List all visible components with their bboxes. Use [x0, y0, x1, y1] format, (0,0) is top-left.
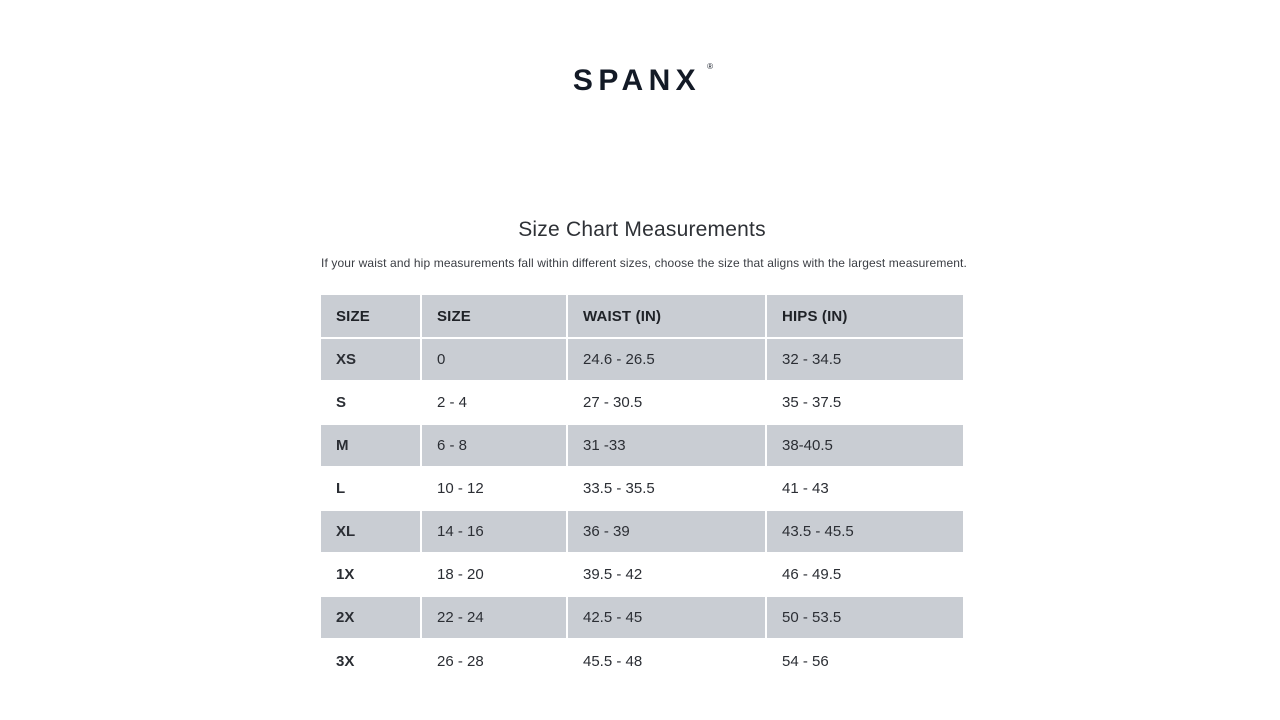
table-row [321, 639, 963, 682]
page-title: Size Chart Measurements [518, 218, 766, 241]
cell-size-label: 2X [321, 596, 421, 639]
column-header-size-range: SIZE [421, 295, 567, 338]
column-header-waist: WAIST (IN) [567, 295, 766, 338]
cell-hips: 46 - 49.5 [766, 553, 963, 596]
cell-hips: 38-40.5 [766, 424, 963, 467]
cell-hips: 35 - 37.5 [766, 381, 963, 424]
cell-waist: 36 - 39 [567, 510, 766, 553]
page-subtitle: If your waist and hip measurements fall within different sizes, choose the size that aligns with the largest measurement. [321, 256, 967, 270]
table-row [321, 553, 963, 596]
table-row [321, 424, 963, 467]
table-row [321, 510, 963, 553]
cell-size-range: 10 - 12 [421, 467, 567, 510]
table-row [321, 381, 963, 424]
cell-size-range: 0 [421, 338, 567, 381]
cell-hips: 32 - 34.5 [766, 338, 963, 381]
spanx-logo[interactable] [572, 62, 714, 98]
registered-mark: ® [707, 62, 714, 71]
cell-hips: 41 - 43 [766, 467, 963, 510]
cell-size-label: M [321, 424, 421, 467]
column-header-size-label: SIZE [321, 295, 421, 338]
cell-waist: 27 - 30.5 [567, 381, 766, 424]
cell-waist: 42.5 - 45 [567, 596, 766, 639]
cell-waist: 33.5 - 35.5 [567, 467, 766, 510]
cell-size-range: 26 - 28 [421, 639, 567, 682]
cell-size-label: L [321, 467, 421, 510]
cell-hips: 54 - 56 [766, 639, 963, 682]
table-row [321, 338, 963, 381]
header [0, 64, 1280, 98]
cell-waist: 39.5 - 42 [567, 553, 766, 596]
cell-waist: 45.5 - 48 [567, 639, 766, 682]
spanx-logo-text: SPANX [572, 64, 702, 97]
column-header-hips: HIPS (IN) [766, 295, 963, 338]
size-chart-table [321, 295, 963, 682]
table-header-row [321, 295, 963, 338]
cell-waist: 31 -33 [567, 424, 766, 467]
cell-size-label: 1X [321, 553, 421, 596]
cell-size-label: XS [321, 338, 421, 381]
table-row [321, 596, 963, 639]
cell-size-range: 2 - 4 [421, 381, 567, 424]
cell-size-range: 6 - 8 [421, 424, 567, 467]
cell-size-range: 22 - 24 [421, 596, 567, 639]
cell-size-range: 18 - 20 [421, 553, 567, 596]
cell-hips: 50 - 53.5 [766, 596, 963, 639]
table-row [321, 467, 963, 510]
cell-size-range: 14 - 16 [421, 510, 567, 553]
size-chart-content [321, 218, 967, 682]
cell-waist: 24.6 - 26.5 [567, 338, 766, 381]
cell-size-label: S [321, 381, 421, 424]
cell-hips: 43.5 - 45.5 [766, 510, 963, 553]
cell-size-label: XL [321, 510, 421, 553]
cell-size-label: 3X [321, 639, 421, 682]
